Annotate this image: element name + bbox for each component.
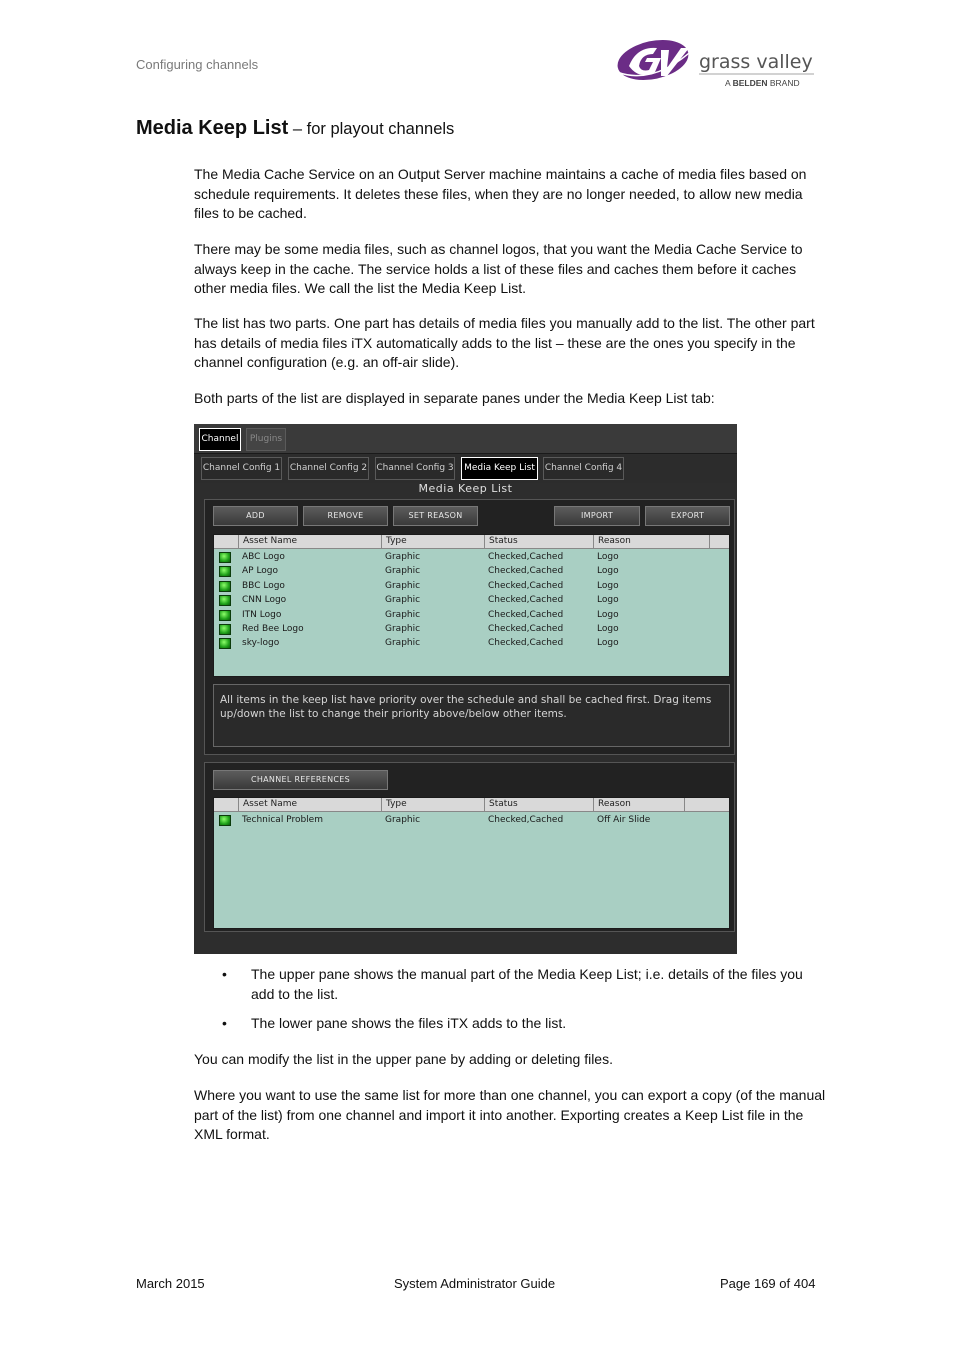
column-header-reason[interactable]: Reason xyxy=(593,535,710,549)
cell-asset-name: ABC Logo xyxy=(242,552,285,562)
column-header-asset-name[interactable]: Asset Name xyxy=(238,798,381,812)
cell-type: Graphic xyxy=(385,624,421,634)
cell-status: Checked,Cached xyxy=(488,609,564,620)
column-header-reason[interactable]: Reason xyxy=(593,798,685,812)
table-row[interactable] xyxy=(214,550,729,564)
running-header: Configuring channels xyxy=(136,57,259,72)
footer-doc-title: System Administrator Guide xyxy=(394,1276,556,1291)
top-tab-bar xyxy=(194,424,737,454)
cell-status: Checked,Cached xyxy=(488,624,564,634)
paragraph: There may be some media files, such as channel logos, that you want the Media Cache Service to always keep in the cache. The service holds a list of these files and caches them before it caches other media files. We call the list the Media Keep List. xyxy=(194,241,803,297)
bullet-icon: • xyxy=(222,966,227,982)
cell-type: Graphic xyxy=(385,595,421,606)
cell-reason: Logo xyxy=(597,638,619,649)
table-row[interactable] xyxy=(214,593,729,607)
cell-reason: Logo xyxy=(597,624,619,634)
cell-type: Graphic xyxy=(385,552,421,562)
channel-references-pane xyxy=(204,762,735,932)
table-header xyxy=(214,535,729,549)
tab-plugins[interactable]: Plugins xyxy=(246,428,286,451)
keep-list-table[interactable] xyxy=(213,534,730,677)
channel-references-table[interactable] xyxy=(213,797,730,929)
cell-reason: Logo xyxy=(597,580,619,591)
svg-text:A BELDEN BRAND: A BELDEN BRAND xyxy=(725,78,800,88)
status-led-icon xyxy=(219,624,231,635)
bullet-list xyxy=(194,965,826,1044)
cell-reason: Logo xyxy=(597,609,619,620)
bullet-item: • The lower pane shows the files iTX adds to the list. xyxy=(194,1014,826,1034)
cell-status: Checked,Cached xyxy=(488,815,564,825)
cell-type: Graphic xyxy=(385,566,421,577)
paragraph: Both parts of the list are displayed in separate panes under the Media Keep List tab: xyxy=(194,390,715,406)
manual-keep-list-pane xyxy=(204,499,735,755)
table-row[interactable] xyxy=(214,636,729,650)
cell-reason: Logo xyxy=(597,566,619,577)
panel-title: Media Keep List xyxy=(418,482,513,495)
column-header-status[interactable]: Status xyxy=(484,798,593,812)
cell-reason: Logo xyxy=(597,552,619,562)
cell-status: Checked,Cached xyxy=(488,638,564,649)
cell-status: Checked,Cached xyxy=(488,566,564,577)
cell-asset-name: sky-logo xyxy=(242,638,280,649)
cell-reason: Off Air Slide xyxy=(597,815,651,825)
column-header-type[interactable]: Type xyxy=(381,798,484,812)
svg-text:grass valley: grass valley xyxy=(699,51,813,73)
cell-asset-name: CNN Logo xyxy=(242,595,287,606)
column-header-type[interactable]: Type xyxy=(381,535,484,549)
set-reason-button[interactable]: SET REASON xyxy=(393,506,478,526)
cell-type: Graphic xyxy=(385,609,421,620)
tab-channel-config-3[interactable]: Channel Config 3 xyxy=(375,457,455,480)
status-led-icon xyxy=(219,815,231,826)
export-button[interactable]: EXPORT xyxy=(645,506,730,526)
bullet-icon: • xyxy=(222,1015,227,1032)
column-header-asset-name[interactable]: Asset Name xyxy=(238,535,381,549)
footer-page-number: Page 169 of 404 xyxy=(720,1276,816,1291)
cell-asset-name: ITN Logo xyxy=(242,609,282,620)
media-keep-list-screenshot xyxy=(194,424,737,954)
tab-channel-config-4[interactable]: Channel Config 4 xyxy=(543,457,624,480)
status-led-icon xyxy=(219,552,231,563)
table-row[interactable] xyxy=(214,564,729,578)
bullet-item: • The upper pane shows the manual part of the Media Keep List; i.e. details of the files you add to the list. xyxy=(222,966,803,1002)
table-row[interactable] xyxy=(214,608,729,622)
tab-media-keep-list[interactable]: Media Keep List xyxy=(461,457,538,480)
tab-channel-config-1[interactable]: Channel Config 1 xyxy=(201,457,282,480)
add-button[interactable]: ADD xyxy=(213,506,298,526)
cell-reason: Logo xyxy=(597,595,619,606)
paragraph: The list has two parts. One part has details of media files you manually add to the list. The other part has details of media files iTX automatically adds to the list – these are the ones you specify in the channel configuration (e.g. an off-air slide). xyxy=(194,315,815,371)
import-button[interactable]: IMPORT xyxy=(554,506,640,526)
cell-type: Graphic xyxy=(385,638,421,649)
table-row[interactable] xyxy=(214,813,729,827)
cell-asset-name: Red Bee Logo xyxy=(242,624,304,634)
paragraph: The Media Cache Service on an Output Server machine maintains a cache of media files based on schedule requirements. It deletes these files, when they are no longer needed, to allow new media files to be cached. xyxy=(194,166,807,222)
table-row[interactable] xyxy=(214,579,729,593)
status-led-icon xyxy=(219,581,231,592)
cell-asset-name: BBC Logo xyxy=(242,580,285,591)
table-header xyxy=(214,798,729,812)
footer-date: March 2015 xyxy=(136,1276,205,1291)
status-led-icon xyxy=(219,595,231,606)
cell-type: Graphic xyxy=(385,815,421,825)
remove-button[interactable]: REMOVE xyxy=(303,506,388,526)
cell-asset-name: Technical Problem xyxy=(242,815,323,825)
tab-channel[interactable]: Channel xyxy=(199,428,241,451)
paragraph: Where you want to use the same list for more than one channel, you can export a copy (of the manual part of the list) from one channel and import it into another. Exporting creates a Keep List file in the XML format. xyxy=(194,1087,826,1143)
status-led-icon xyxy=(219,610,231,621)
status-led-icon xyxy=(219,638,231,649)
cell-status: Checked,Cached xyxy=(488,552,564,562)
cell-type: Graphic xyxy=(385,580,421,591)
sub-tab-bar xyxy=(194,455,737,483)
cell-asset-name: AP Logo xyxy=(242,566,279,577)
column-header-status[interactable]: Status xyxy=(484,535,593,549)
section-title: Media Keep List – for playout channels xyxy=(136,117,455,139)
cell-status: Checked,Cached xyxy=(488,595,564,606)
tab-channel-config-2[interactable]: Channel Config 2 xyxy=(288,457,369,480)
status-led-icon xyxy=(219,566,231,577)
keep-list-info-text: All items in the keep list have priority over the schedule and shall be cached first. Drag items up/down the list to change their priority above/below other items. xyxy=(213,684,730,747)
table-row[interactable] xyxy=(214,622,729,636)
grass-valley-logo xyxy=(615,36,820,92)
channel-references-button[interactable]: CHANNEL REFERENCES xyxy=(213,770,388,790)
cell-status: Checked,Cached xyxy=(488,580,564,591)
paragraph: You can modify the list in the upper pane by adding or deleting files. xyxy=(194,1051,613,1067)
